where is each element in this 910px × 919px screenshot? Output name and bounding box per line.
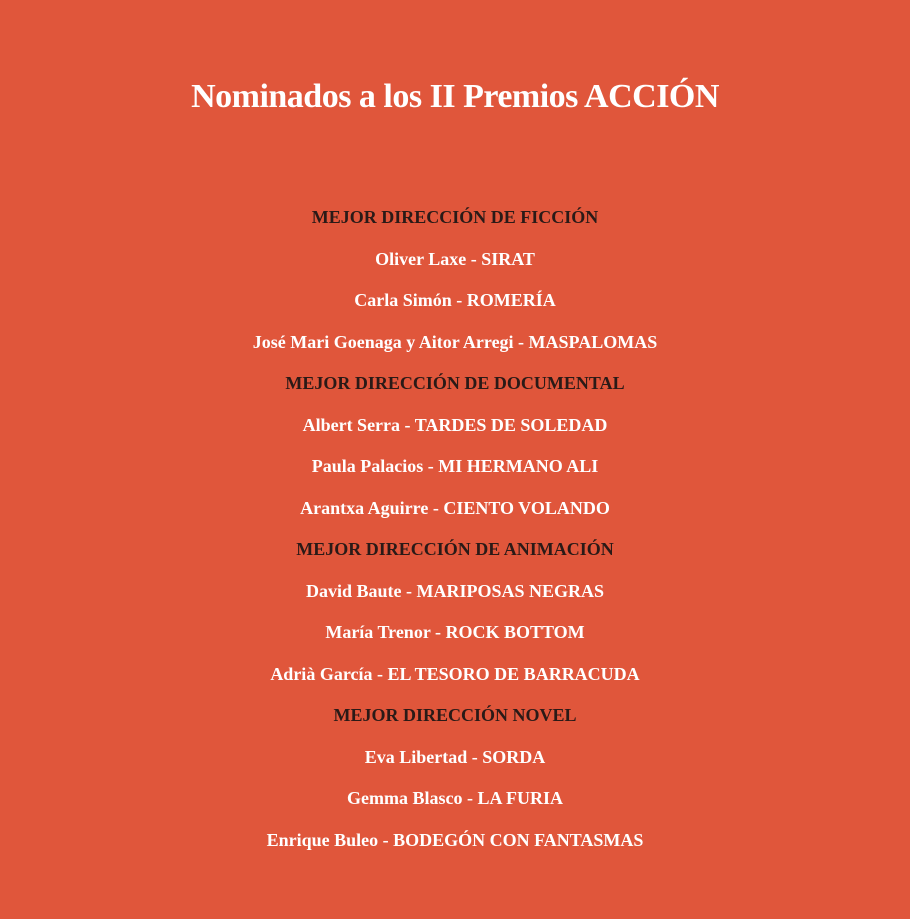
category-heading: MEJOR DIRECCIÓN DE DOCUMENTAL: [285, 373, 625, 393]
page-title: Nominados a los II Premios ACCIÓN: [191, 78, 719, 115]
nominee-item: Eva Libertad - SORDA: [364, 746, 546, 767]
nominee-item: Paula Palacios - MI HERMANO ALI: [311, 456, 599, 476]
nominee-item: Gemma Blasco - LA FURIA: [347, 788, 563, 808]
nominee-item: Oliver Laxe - SIRAT: [375, 248, 535, 269]
nominee-item: Carla Simón - ROMERÍA: [354, 290, 556, 310]
category-heading: MEJOR DIRECCIÓN DE FICCIÓN: [311, 207, 599, 227]
category-heading: MEJOR DIRECCIÓN DE ANIMACIÓN: [296, 539, 614, 559]
nominee-item: Albert Serra - TARDES DE SOLEDAD: [302, 414, 608, 435]
nominations-list: [0, 204, 910, 868]
nominee-item: David Baute - MARIPOSAS NEGRAS: [305, 580, 605, 601]
nominee-item: Arantxa Aguirre - CIENTO VOLANDO: [300, 497, 610, 518]
nominee-item: José Mari Goenaga y Aitor Arregi - MASPALOMAS: [252, 331, 658, 352]
nominee-item: Adrià García - EL TESORO DE BARRACUDA: [270, 663, 640, 684]
category-heading: MEJOR DIRECCIÓN NOVEL: [333, 705, 577, 725]
nominee-item: Enrique Buleo - BODEGÓN CON FANTASMAS: [266, 829, 644, 850]
nominee-item: María Trenor - ROCK BOTTOM: [325, 622, 585, 642]
